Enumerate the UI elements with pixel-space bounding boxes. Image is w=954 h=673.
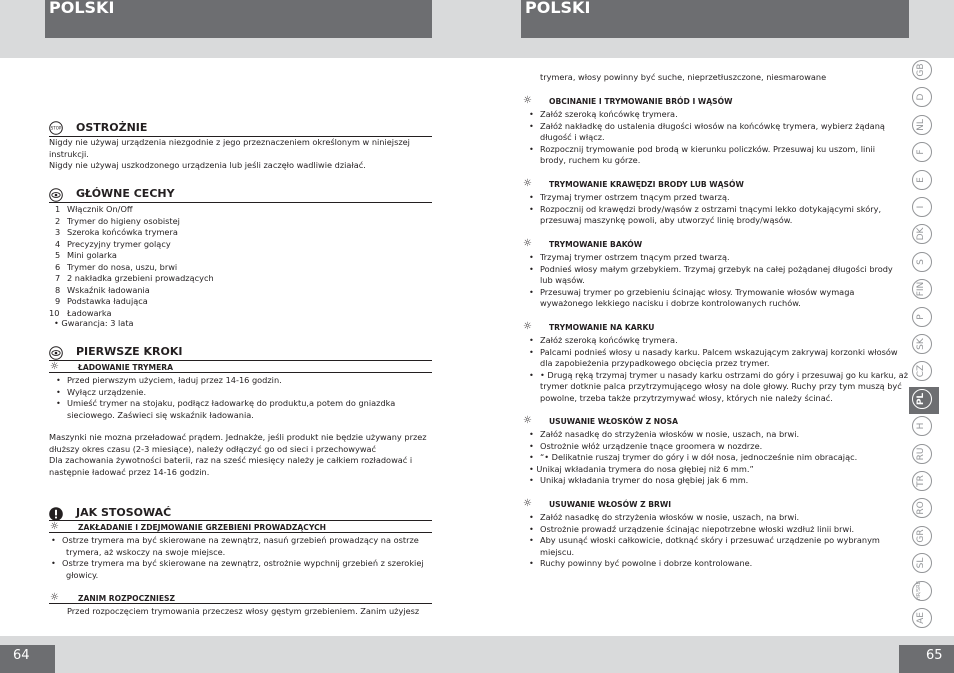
instruction-line: brody, ruchem ku górze.: [540, 155, 641, 165]
instruction-line: • Unikaj wkładania trymer do nosa głębiej jak 6 mm.: [540, 475, 748, 487]
instruction-subheading: OBCINANIE I TRYMOWANIE BRÓD I WĄSÓW: [549, 97, 733, 106]
tab-label: GB: [916, 63, 926, 77]
sun-icon: ☼: [523, 498, 532, 509]
language-tab-hr-srb[interactable]: [909, 579, 939, 606]
instruction-line: • Ostrożnie prowadź urządzenie ścinając niepotrzebne włoski wzdłuż linii brwi.: [540, 524, 854, 536]
instruction-line: • • Drugą ręką trzymaj trymer u nasady karku ostrzami do góry i przesuwaj go ku karku, aż: [540, 370, 908, 382]
before-start-rule: [49, 603, 432, 604]
feature-item: Precyzyjny trymer golący: [67, 238, 171, 249]
charging-subheading: ŁADOWANIE TRYMERA: [78, 363, 174, 372]
warranty-text: • Gwarancja: 3 lata: [54, 318, 134, 328]
instruction-line: • Załóż szeroką końcówkę trymera.: [540, 109, 678, 121]
sun-icon: ☼: [523, 95, 532, 106]
instruction-line: lub wąsów.: [540, 275, 585, 285]
language-tab-f[interactable]: [909, 140, 939, 167]
instruction-line: • Unikaj wkładania trymera do nosa głębiej niż 6 mm.”: [529, 463, 754, 474]
before-start-text: Przed rozpoczęciem trymowania przeczesz włosy gęstym grzebieniem. Zanim użyjesz: [67, 606, 420, 616]
stop-icon-text: STOP: [50, 125, 62, 131]
first-steps-rule: [49, 360, 432, 361]
language-tab-h[interactable]: [909, 414, 939, 441]
feature-item: Trymer do higieny osobistej: [67, 215, 180, 226]
language-tab-cz[interactable]: [909, 359, 939, 386]
tab-label: CZ: [916, 365, 926, 378]
instruction-line: • Załóż nasadkę do strzyżenia włosków w nosie, uszach, na brwi.: [540, 512, 799, 524]
tab-label: SL: [916, 557, 926, 569]
language-tab-nl[interactable]: [909, 113, 939, 140]
language-tab-p[interactable]: [909, 305, 939, 332]
comb-step: głowicy.: [66, 569, 99, 580]
left-page-number: 64: [13, 648, 30, 663]
comb-rule: [49, 532, 432, 533]
right-page-number: 65: [926, 648, 943, 663]
instruction-line: • Trzymaj trymer ostrzem tnącym przed twarzą.: [540, 192, 730, 204]
instruction-line: dla zapobieżenia przypadkowego obcięcia przez trymer.: [540, 358, 770, 368]
charging-step: • Umieść trymer na stojaku, podłącz ładowarkę do produktu,a potem do gniazdka: [67, 398, 395, 410]
instruction-subheading: USUWANIE WŁOSÓW Z BRWI: [549, 500, 672, 509]
caution-line: instrukcji.: [49, 148, 89, 159]
feature-number: 10: [49, 307, 60, 318]
charging-note: dłuższy okres czasu (2-3 miesiące), należy odłączyć go od sieci i przechowywać: [49, 443, 377, 454]
language-tab-pl[interactable]: [909, 387, 939, 414]
feature-number: 2: [55, 215, 61, 226]
instruction-subheading: TRYMOWANIE NA KARKU: [549, 323, 655, 332]
tab-label: P: [916, 313, 926, 320]
instruction-line: • Palcami podnieś włosy u nasady karku. Palcem wskazującym zakrywaj korzonki włosów: [540, 347, 898, 359]
feature-number: 6: [55, 261, 61, 272]
eye-icon: [49, 187, 63, 201]
tab-label: RO: [916, 501, 926, 516]
feature-number: 5: [55, 250, 61, 260]
comb-step: • Ostrze trymera ma być skierowane na zewnątrz, nasuń grzebień prowadzący na ostrze: [62, 535, 419, 547]
instruction-line: • Ostrożnie włóż urządzenie tnące groomera w nozdrze.: [540, 441, 762, 453]
language-tab-gr[interactable]: [909, 524, 939, 551]
feature-item: Szeroka końcówka trymera: [67, 227, 178, 237]
tab-label: TR: [916, 475, 926, 487]
instruction-line: • Załóż nasadkę do strzyżenia włosków w nosie, uszach, na brwi.: [540, 429, 799, 441]
tab-label: FIN: [916, 281, 926, 297]
charging-step: • Przed pierwszym użyciem, ładuj przez 14-16 godzin.: [67, 375, 282, 387]
instruction-line: powolne, trzeba także przytrzymywać włosy, których nie należy ścinać.: [540, 392, 833, 403]
instruction-line: przesuwaj maszynkę powoli, aby utworzyć linię brody/wąsów.: [540, 215, 793, 225]
instruction-subheading: TRYMOWANIE KRAWĘDZI BRODY LUB WĄSÓW: [549, 180, 744, 189]
charging-rule: [49, 372, 432, 373]
tab-label: D: [916, 93, 926, 101]
language-tab-d[interactable]: [909, 85, 939, 112]
language-tab-e[interactable]: [909, 168, 939, 195]
tab-label: NL: [916, 118, 926, 131]
continued-line: trymera, włosy powinny być suche, nieprzetłuszczone, niesmarowane: [540, 72, 827, 82]
charging-note: Maszynki nie mozna przeładować prądem. Jednakże, jeśli produkt nie będzie używany przez: [49, 432, 427, 442]
instruction-line: • “• Delikatnie ruszaj trymer do góry i w dół nosa, jednocześnie nim obracając.: [540, 452, 857, 464]
instruction-line: wyważonego lekkiego nacisku i dobrze kontrolowanych ruchów.: [540, 298, 801, 308]
feature-item: Włącznik On/Off: [67, 204, 133, 214]
features-heading: GŁÓWNE CECHY: [76, 187, 175, 200]
comb-step: trymera, aż wskoczy na swoje miejsce.: [66, 546, 226, 557]
sun-icon: ☼: [50, 592, 59, 603]
feature-number: 8: [55, 284, 61, 295]
feature-number: 9: [55, 296, 61, 306]
feature-item: Wskaźnik ładowania: [67, 284, 150, 295]
instruction-line: • Rozpocznij od krawędzi brody/wąsów z ostrzami tnącymi lekko dotykającymi skóry,: [540, 204, 881, 216]
tab-label: AE: [916, 612, 926, 624]
charging-note: następnie ładować przez 14-16 godzin.: [49, 466, 210, 477]
instruction-line: miejscu.: [540, 546, 575, 557]
instruction-line: • Ruchy powinny być powolne i dobrze kontrolowane.: [540, 558, 752, 570]
language-tab-ro[interactable]: [909, 496, 939, 523]
instruction-subheading: USUWANIE WŁOSKÓW Z NOSA: [549, 417, 678, 426]
feature-number: 4: [55, 238, 61, 249]
instruction-line: • Podnieś włosy małym grzebykiem. Trzymaj grzebyk na całej pożądanej długości brody: [540, 264, 893, 276]
language-tab-ru[interactable]: [909, 442, 939, 469]
eye-icon: [49, 345, 63, 359]
language-tabs: [909, 58, 939, 636]
tab-label: F: [916, 149, 926, 155]
tab-label: RU: [916, 447, 926, 461]
stop-icon: [49, 120, 63, 134]
sun-icon: ☼: [50, 521, 59, 532]
charging-step: • Wyłącz urządzenie.: [67, 387, 146, 399]
bottom-gray-band: [0, 636, 954, 673]
charging-note: Dla zachowania żywotności baterii, raz na sześć miesięcy należy je całkiem rozładować i: [49, 455, 413, 465]
language-tab-sl[interactable]: [909, 551, 939, 578]
exclamation-icon: [49, 506, 63, 520]
feature-item: Podstawka ładująca: [67, 296, 148, 306]
instruction-line: • Rozpocznij trymowanie pod brodą w kierunku policzków. Przesuwaj ku uszom, linii: [540, 144, 875, 156]
caution-line: Nigdy nie używaj uszkodzonego urządzenia lub jeśli zaczęło wadliwie działać.: [49, 160, 366, 170]
feature-number: 1: [55, 204, 61, 214]
instruction-line: • Przesuwaj trymer po grzebieniu ścinając włosy. Trymowanie włosów wymaga: [540, 287, 854, 299]
language-tab-s[interactable]: [909, 250, 939, 277]
before-start-subheading: ZANIM ROZPOCZNIESZ: [78, 594, 176, 603]
feature-item: Ładowarka: [67, 307, 112, 318]
tab-label: E: [916, 176, 926, 183]
right-page-header: [521, 0, 909, 38]
tab-label: I: [916, 205, 926, 209]
instruction-line: • Aby usunąć włoski całkowicie, dotknąć skóry i przesuwać urządzenie po wybranym: [540, 535, 880, 547]
feature-number: 7: [55, 273, 61, 283]
caution-line: Nigdy nie używaj urządzenia niezgodnie z jego przeznaczeniem określonym w niniejszej: [49, 137, 410, 147]
language-tab-gb[interactable]: [909, 58, 939, 85]
tab-label: SK: [916, 338, 926, 350]
instruction-subheading: TRYMOWANIE BAKÓW: [549, 240, 643, 249]
caution-heading: OSTROŻNIE: [76, 121, 148, 134]
left-page-number-box: [0, 645, 55, 673]
instruction-line: • Załóż nakładkę do ustalenia długości włosów na końcówkę trymera, wybierz żądaną: [540, 121, 885, 133]
charging-step: sieciowego. Zaświeci się wskaźnik ładowania.: [67, 409, 254, 420]
sun-icon: ☼: [50, 361, 59, 372]
first-steps-heading: PIERWSZE KROKI: [76, 345, 183, 358]
tab-label: PL: [916, 392, 926, 405]
sun-icon: ☼: [523, 321, 532, 332]
tab-label: GR: [916, 529, 926, 543]
comb-step: • Ostrze trymera ma być skierowane na zewnątrz, ostrożnie wypchnij grzebień z szerokiej: [62, 558, 424, 570]
how-to-heading: JAK STOSOWAĆ: [76, 506, 172, 519]
tab-label: H: [916, 422, 926, 430]
tab-label: HR/SRB: [916, 580, 922, 600]
feature-item: 2 nakładka grzebieni prowadzących: [67, 273, 214, 283]
instruction-line: • Trzymaj trymer ostrzem tnącym przed twarzą.: [540, 252, 730, 264]
right-header-title: POLSKI: [525, 0, 591, 17]
language-tab-i[interactable]: [909, 195, 939, 222]
comb-subheading: ZAKŁADANIE I ZDEJMOWANIE GRZEBIENI PROWADZĄCYCH: [78, 523, 327, 532]
tab-label: DK: [916, 227, 926, 241]
language-tab-sk[interactable]: [909, 332, 939, 359]
feature-number: 3: [55, 227, 61, 237]
language-tab-tr[interactable]: [909, 469, 939, 496]
language-tab-fin[interactable]: [909, 277, 939, 304]
language-tab-dk[interactable]: [909, 222, 939, 249]
features-rule: [49, 202, 432, 203]
left-page-header: [45, 0, 432, 38]
sun-icon: ☼: [523, 178, 532, 189]
tab-label: S: [916, 258, 926, 265]
instruction-line: trymer dotknie palca przytrzymującego włosy na dole głowy. Ruchy przy tym muszą być: [540, 381, 902, 391]
sun-icon: ☼: [523, 415, 532, 426]
instruction-line: długość i włącz.: [540, 132, 605, 142]
language-tab-ae[interactable]: [909, 606, 939, 633]
feature-item: Mini golarka: [67, 250, 117, 260]
feature-item: Trymer do nosa, uszu, brwi: [67, 261, 178, 272]
how-to-rule: [49, 520, 432, 521]
instruction-line: • Załóż szeroką końcówkę trymera.: [540, 335, 678, 347]
right-page-number-box: [899, 645, 954, 673]
sun-icon: ☼: [523, 238, 532, 249]
left-header-title: POLSKI: [49, 0, 115, 17]
